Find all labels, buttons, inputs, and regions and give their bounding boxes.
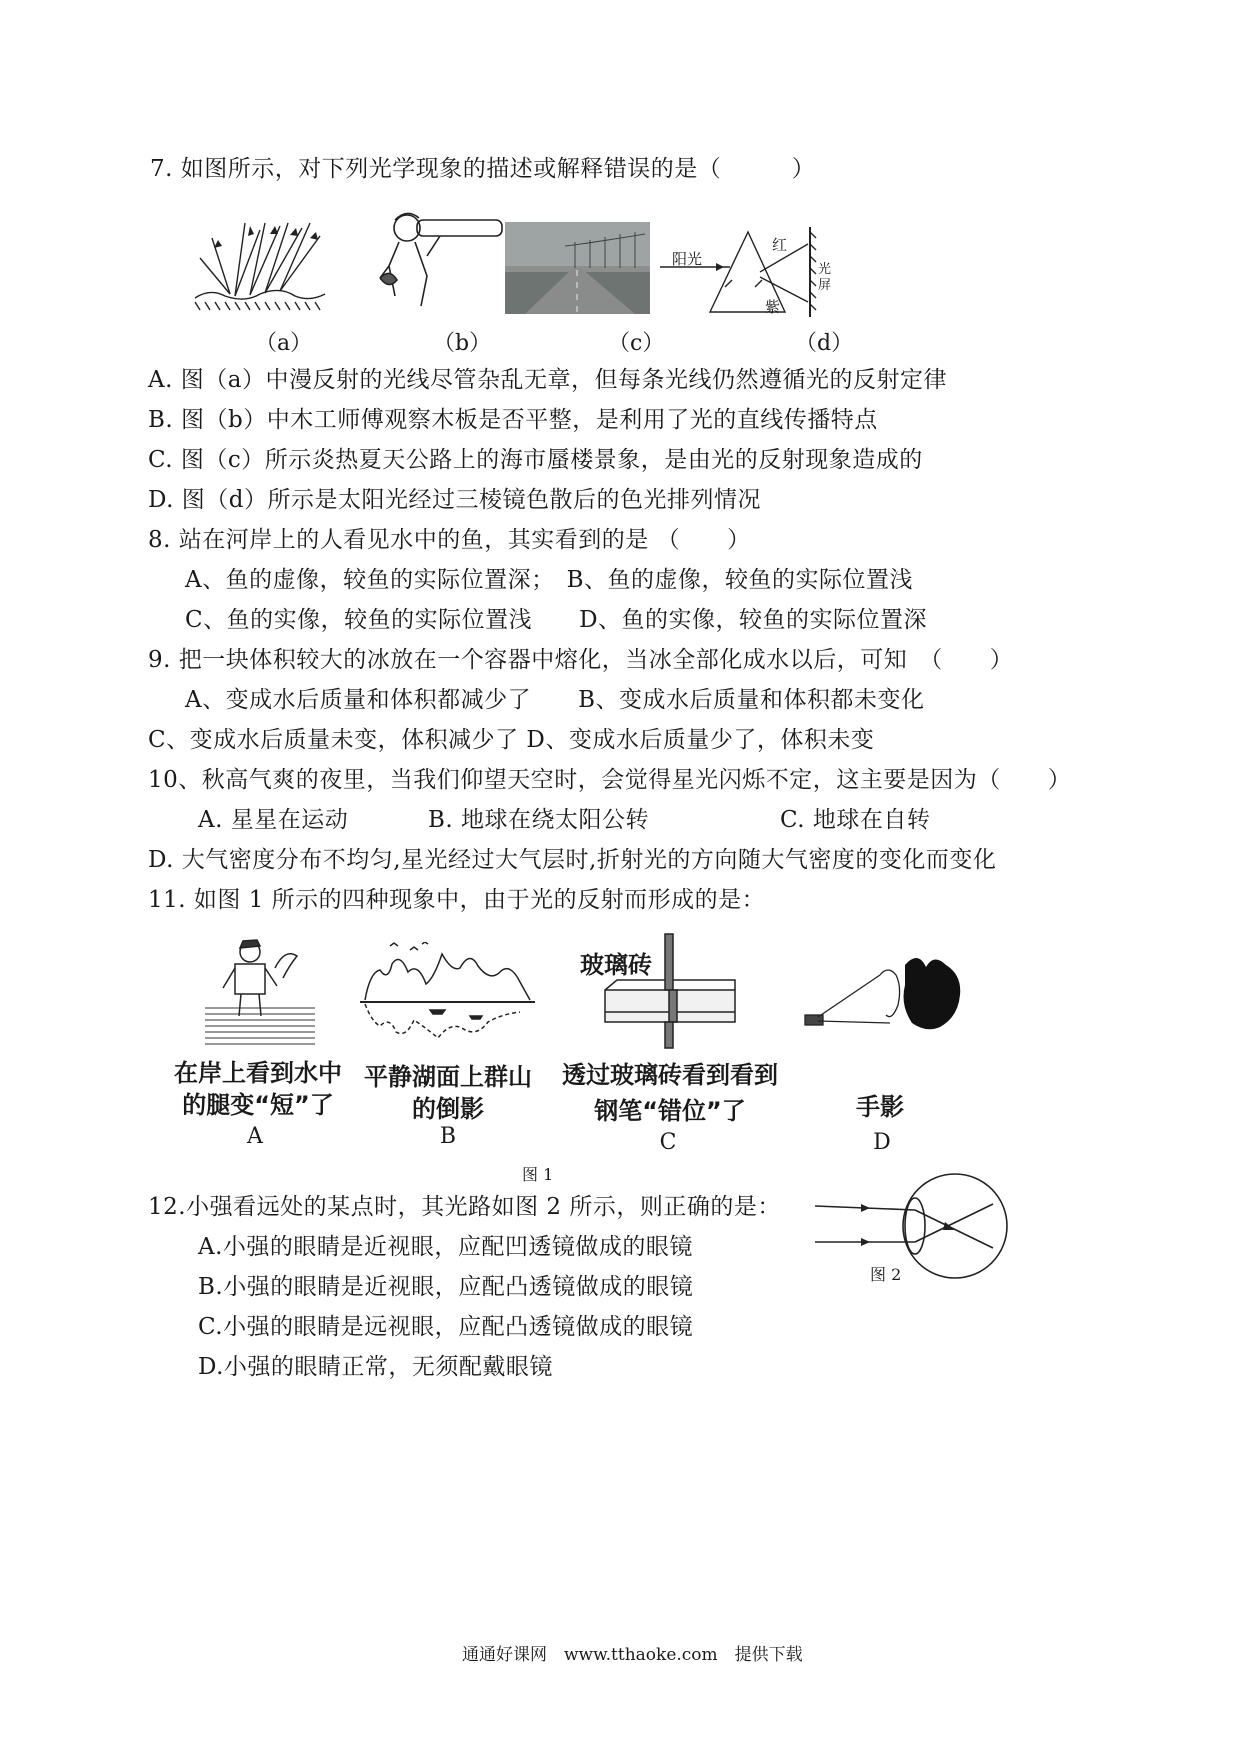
q11-caption-b-line2: 的倒影 <box>412 1095 484 1123</box>
figure-2-caption: 图 2 <box>870 1265 902 1284</box>
q7-option-d: D. 图（d）所示是太阳光经过三棱镜色散后的色光排列情况 <box>148 487 761 513</box>
q11-caption-c-line2: 钢笔“错位”了 <box>594 1097 746 1125</box>
prism-label-sun: 阳光 <box>672 250 703 268</box>
q10-stem: 10、秋高气爽的夜里，当我们仰望天空时，会觉得星光闪烁不定，这主要是因为（ ） <box>148 767 1072 793</box>
q10-option-a: A. 星星在运动 <box>198 807 349 833</box>
figure-1-caption: 图 1 <box>522 1165 554 1184</box>
q9-options-ab: A、变成水后质量和体积都减少了 B、变成水后质量和体积都未变化 <box>185 687 925 713</box>
prism-label-red: 红 <box>772 236 788 254</box>
q12-option-c: C.小强的眼睛是远视眼，应配凸透镜做成的眼镜 <box>198 1314 694 1340</box>
q9-stem: 9. 把一块体积较大的冰放在一个容器中熔化，当冰全部化成水以后，可知 （ ） <box>148 647 1014 673</box>
fig-label-d: （d） <box>795 331 854 356</box>
footer-source: 通通好课网 www.tthaoke.com 提供下载 <box>462 1645 803 1665</box>
legs-in-water-figure <box>205 938 315 1050</box>
q12-option-b: B.小强的眼睛是近视眼，应配凸透镜做成的眼镜 <box>198 1274 694 1300</box>
fig-label-c: （c） <box>608 331 665 356</box>
q9-options-cd: C、变成水后质量未变，体积减少了 D、变成水后质量少了，体积未变 <box>148 727 875 753</box>
q11-letter-b: B <box>439 1124 457 1149</box>
q12-stem: 12.小强看远处的某点时，其光路如图 2 所示，则正确的是： <box>148 1194 781 1220</box>
prism-dispersion-figure <box>660 222 830 322</box>
q7-option-a: A. 图（a）中漫反射的光线尽管杂乱无章，但每条光线仍然遵循光的反射定律 <box>148 367 947 393</box>
q10-option-b: B. 地球在绕太阳公转 <box>428 807 650 833</box>
prism-label-purple: 紫 <box>765 298 781 316</box>
q11-caption-c-line1: 透过玻璃砖看到看到 <box>562 1061 778 1089</box>
q11-stem: 11. 如图 1 所示的四种现象中，由于光的反射而形成的是： <box>148 887 766 913</box>
q7-stem: 7. 如图所示，对下列光学现象的描述或解释错误的是（ ） <box>150 156 816 182</box>
prism-label-screen: 光屏 <box>818 262 832 293</box>
mirage-road-figure <box>505 222 650 314</box>
q11-caption-d: 手影 <box>856 1093 904 1121</box>
mountain-reflection-figure <box>360 942 535 1047</box>
diffuse-reflection-figure <box>190 218 330 313</box>
hand-shadow-figure <box>800 945 970 1045</box>
q8-options-cd: C、鱼的实像，较鱼的实际位置浅 D、鱼的实像，较鱼的实际位置深 <box>185 607 928 633</box>
q7-option-c: C. 图（c）所示炎热夏天公路上的海市蜃楼景象，是由光的反射现象造成的 <box>148 447 923 473</box>
glass-brick-label: 玻璃砖 <box>580 951 652 979</box>
q12-option-a: A.小强的眼睛是近视眼，应配凹透镜做成的眼镜 <box>198 1234 693 1260</box>
fig-label-a: （a） <box>255 331 313 356</box>
q11-caption-a-line1: 在岸上看到水中 <box>174 1059 342 1087</box>
q8-stem: 8. 站在河岸上的人看见水中的鱼，其实看到的是 （ ） <box>148 527 751 553</box>
q10-option-d: D. 大气密度分布不均匀,星光经过大气层时,折射光的方向随大气密度的变化而变化 <box>148 847 997 873</box>
carpenter-figure <box>375 206 505 311</box>
fig-label-b: （b） <box>433 331 492 356</box>
q11-letter-d: D <box>873 1130 891 1155</box>
q11-caption-a-line2: 的腿变“短”了 <box>182 1091 334 1119</box>
q7-option-b: B. 图（b）中木工师傅观察木板是否平整，是利用了光的直线传播特点 <box>148 407 878 433</box>
q11-letter-a: A <box>247 1124 263 1149</box>
q11-letter-c: C <box>659 1130 677 1155</box>
q12-option-d: D.小强的眼睛正常，无须配戴眼镜 <box>198 1354 553 1380</box>
q11-caption-b-line1: 平静湖面上群山 <box>364 1063 532 1091</box>
q8-options-ab: A、鱼的虚像，较鱼的实际位置深； B、鱼的虚像，较鱼的实际位置浅 <box>185 567 914 593</box>
q10-option-c: C. 地球在自转 <box>780 807 931 833</box>
eye-light-path-figure <box>815 1170 1015 1285</box>
